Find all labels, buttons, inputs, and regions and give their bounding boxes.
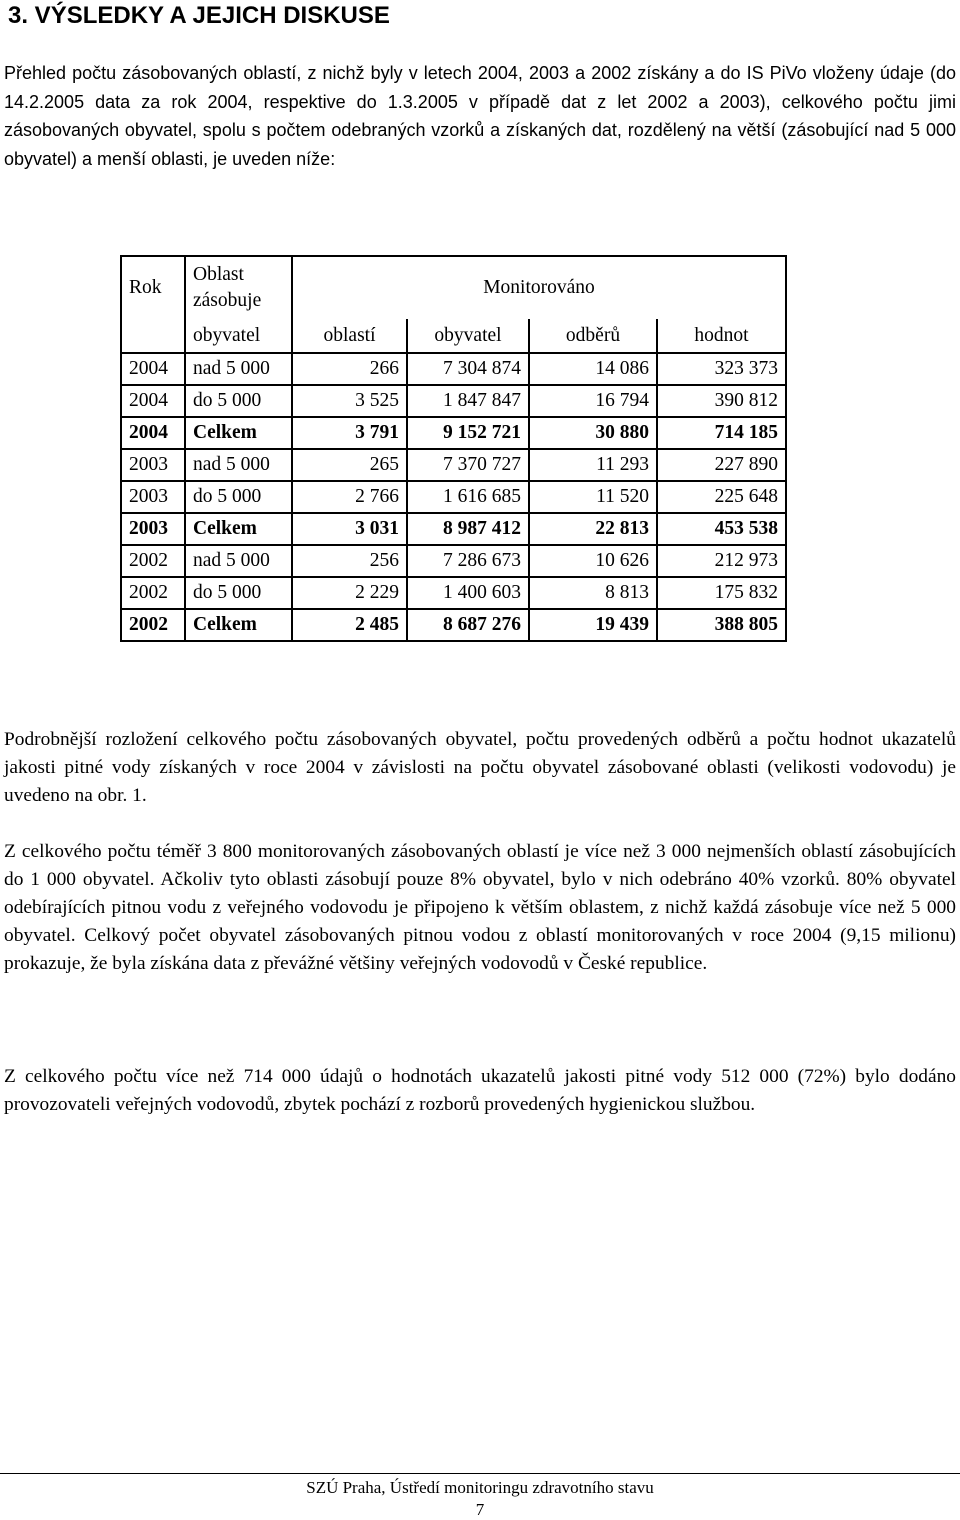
- cell-rok: 2004: [121, 385, 185, 417]
- table-header-row: [121, 256, 786, 319]
- cell-obyvatel: 7 370 727: [407, 449, 529, 481]
- cell-hodnot: 227 890: [657, 449, 786, 481]
- cell-obyvatel: 1 616 685: [407, 481, 529, 513]
- cell-oblast: Celkem: [185, 609, 292, 641]
- cell-rok: 2004: [121, 353, 185, 385]
- cell-obyvatel: 8 687 276: [407, 609, 529, 641]
- page-number: 7: [475, 1500, 485, 1519]
- cell-oblast: do 5 000: [185, 385, 292, 417]
- table-row: [121, 577, 786, 609]
- subheader-obyvatel: obyvatel: [185, 319, 292, 353]
- cell-odberu: 14 086: [529, 353, 657, 385]
- cell-oblast: Celkem: [185, 513, 292, 545]
- cell-rok: 2003: [121, 513, 185, 545]
- table-body: [121, 353, 786, 641]
- cell-rok: 2002: [121, 577, 185, 609]
- cell-obyvatel: 7 286 673: [407, 545, 529, 577]
- cell-oblasti: 2 766: [292, 481, 407, 513]
- table-row: [121, 513, 786, 545]
- cell-hodnot: 225 648: [657, 481, 786, 513]
- cell-hodnot: 390 812: [657, 385, 786, 417]
- table-row: [121, 385, 786, 417]
- cell-obyvatel: 1 400 603: [407, 577, 529, 609]
- cell-rok: 2003: [121, 449, 185, 481]
- cell-obyvatel: 9 152 721: [407, 417, 529, 449]
- table-row: [121, 545, 786, 577]
- cell-oblasti: 3 031: [292, 513, 407, 545]
- table-row: [121, 449, 786, 481]
- subheader-rok-empty: [121, 319, 185, 353]
- cell-hodnot: 714 185: [657, 417, 786, 449]
- cell-hodnot: 453 538: [657, 513, 786, 545]
- cell-odberu: 16 794: [529, 385, 657, 417]
- cell-rok: 2004: [121, 417, 185, 449]
- cell-oblast: nad 5 000: [185, 449, 292, 481]
- cell-oblasti: 3 525: [292, 385, 407, 417]
- cell-oblast: do 5 000: [185, 481, 292, 513]
- cell-oblast: do 5 000: [185, 577, 292, 609]
- cell-odberu: 10 626: [529, 545, 657, 577]
- subheader-odberu: odběrů: [529, 319, 657, 353]
- cell-oblasti: 265: [292, 449, 407, 481]
- cell-oblast: Celkem: [185, 417, 292, 449]
- cell-odberu: 30 880: [529, 417, 657, 449]
- cell-obyvatel: 7 304 874: [407, 353, 529, 385]
- cell-hodnot: 212 973: [657, 545, 786, 577]
- summary-table: [120, 255, 787, 642]
- header-monitorovano: Monitorováno: [292, 256, 786, 319]
- table-row: [121, 609, 786, 641]
- cell-oblasti: 256: [292, 545, 407, 577]
- table-row: [121, 481, 786, 513]
- cell-rok: 2003: [121, 481, 185, 513]
- cell-oblasti: 2 485: [292, 609, 407, 641]
- subheader-oblasti: oblastí: [292, 319, 407, 353]
- cell-oblasti: 2 229: [292, 577, 407, 609]
- cell-odberu: 11 293: [529, 449, 657, 481]
- cell-odberu: 22 813: [529, 513, 657, 545]
- cell-hodnot: 323 373: [657, 353, 786, 385]
- cell-hodnot: 175 832: [657, 577, 786, 609]
- intro-paragraph: Přehled počtu zásobovaných oblastí, z nichž byly v letech 2004, 2003 a 2002 získány a do IS PiVo vloženy údaje (do 14.2.2005 data za rok 2004, respektive do 1.3.2005 v případě dat z let 2002 a 2003), celkového počtu jimi zásobovaných obyvatel, spolu s počtem odebraných vzorků a získaných dat, rozdělený na větší (zásobující nad 5 000 obyvatel) a menší oblasti, je uveden níže:: [4, 63, 956, 169]
- cell-odberu: 8 813: [529, 577, 657, 609]
- paragraph-1: Podrobnější rozložení celkového počtu zásobovaných obyvatel, počtu provedených odběrů a počtu hodnot ukazatelů jakosti pitné vody získaných v roce 2004 v závislosti na počtu obyvatel zásobované oblasti (velikosti vodovodu) je uvedeno na obr. 1.: [4, 729, 956, 806]
- cell-hodnot: 388 805: [657, 609, 786, 641]
- cell-rok: 2002: [121, 545, 185, 577]
- paragraph-2: Z celkového počtu téměř 3 800 monitorovaných zásobovaných oblastí je více než 3 000 nejmenších oblastí zásobujících do 1 000 obyvatel. Ačkoliv tyto oblasti zásobují pouze 8% obyvatel, bylo v nich odebráno 40% vzorků. 80% obyvatel odebírajících pitnou vodu z veřejného vodovodu je připojeno k větším oblastem, z nichž každá zásobuje více než 5 000 obyvatel. Celkový počet obyvatel zásobovaných pitnou vodou z oblastí monitorovaných v roce 2004 (9,15 milionu) prokazuje, že byla získána data z převážné většiny veřejných vodovodů v České republice.: [4, 841, 956, 974]
- section-heading: 3. VÝSLEDKY A JEJICH DISKUSE: [8, 2, 390, 29]
- cell-obyvatel: 8 987 412: [407, 513, 529, 545]
- header-oblast: [185, 256, 292, 319]
- table-subheader-row: [121, 319, 786, 353]
- table-row: [121, 353, 786, 385]
- footer-divider: [0, 1473, 960, 1474]
- footer-text: SZÚ Praha, Ústředí monitoringu zdravotního stavu: [306, 1478, 654, 1497]
- cell-obyvatel: 1 847 847: [407, 385, 529, 417]
- header-oblast-line2: zásobuje: [193, 290, 262, 311]
- cell-oblasti: 3 791: [292, 417, 407, 449]
- cell-odberu: 19 439: [529, 609, 657, 641]
- cell-oblast: nad 5 000: [185, 545, 292, 577]
- paragraph-3: Z celkového počtu více než 714 000 údajů o hodnotách ukazatelů jakosti pitné vody 512 000 (72%) bylo dodáno provozovateli veřejných vodovodů, zbytek pochází z rozborů provedených hygienickou službou.: [4, 1066, 956, 1115]
- cell-odberu: 11 520: [529, 481, 657, 513]
- cell-rok: 2002: [121, 609, 185, 641]
- cell-oblasti: 266: [292, 353, 407, 385]
- cell-oblast: nad 5 000: [185, 353, 292, 385]
- header-oblast-line1: Oblast: [193, 264, 244, 285]
- table-row: [121, 417, 786, 449]
- header-rok: Rok: [121, 256, 185, 319]
- subheader-hodnot: hodnot: [657, 319, 786, 353]
- subheader-obyvatel-monitored: obyvatel: [407, 319, 529, 353]
